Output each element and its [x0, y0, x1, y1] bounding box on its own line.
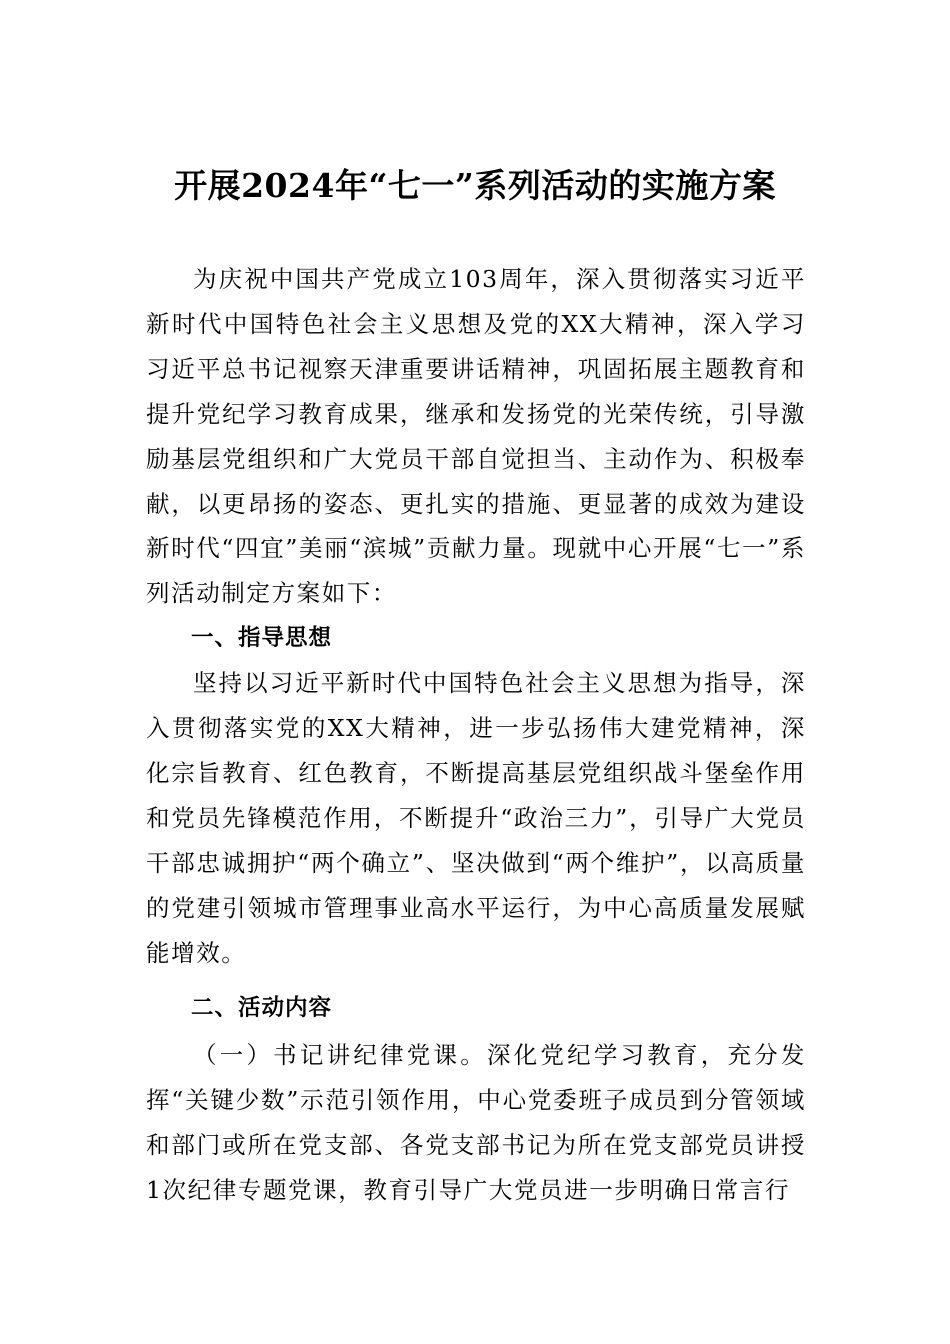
section-heading-activity-content: 二、活动内容 — [191, 994, 333, 1021]
activity-item-1-paragraph: （一）书记讲纪律党课。深化党纪学习教育，充分发挥“关键少数”示范引领作用，中心党委班子成员到分管领域和部门或所在党支部、各党支部书记为所在党支部党员讲授1次纪律专题党课，教育引导广大党员进一步明确日常言行 — [146, 1041, 806, 1205]
guiding-ideology-paragraph: 坚持以习近平新时代中国特色社会主义思想为指导，深入贯彻落实党的XX大精神，进一步弘扬伟大建党精神，深化宗旨教育、红色教育，不断提高基层党组织战斗堡垒作用和党员先锋模范作用，不断提升“政治三力”，引导广大党员干部忠诚拥护“两个确立”、坚决做到“两个维护”，以高质量的党建引领城市管理事业高水平运行，为中心高质量发展赋能增效。 — [146, 669, 806, 967]
document-title: 开展2024年“七一”系列活动的实施方案 — [174, 166, 776, 205]
intro-paragraph: 为庆祝中国共产党成立103周年，深入贯彻落实习近平新时代中国特色社会主义思想及党的XX大精神，深入学习习近平总书记视察天津重要讲话精神，巩固拓展主题教育和提升党纪学习教育成果，继承和发扬党的光荣传统，引导激励基层党组织和广大党员干部自觉担当、主动作为、积极奉献，以更昂扬的姿态、更扎实的措施、更显著的成效为建设新时代“四宜”美丽“滨城”贡献力量。现就中心开展“七一”系列活动制定方案如下： — [146, 265, 806, 608]
document-body — [146, 257, 806, 1213]
section-heading-guiding-ideology: 一、指导思想 — [191, 625, 333, 652]
